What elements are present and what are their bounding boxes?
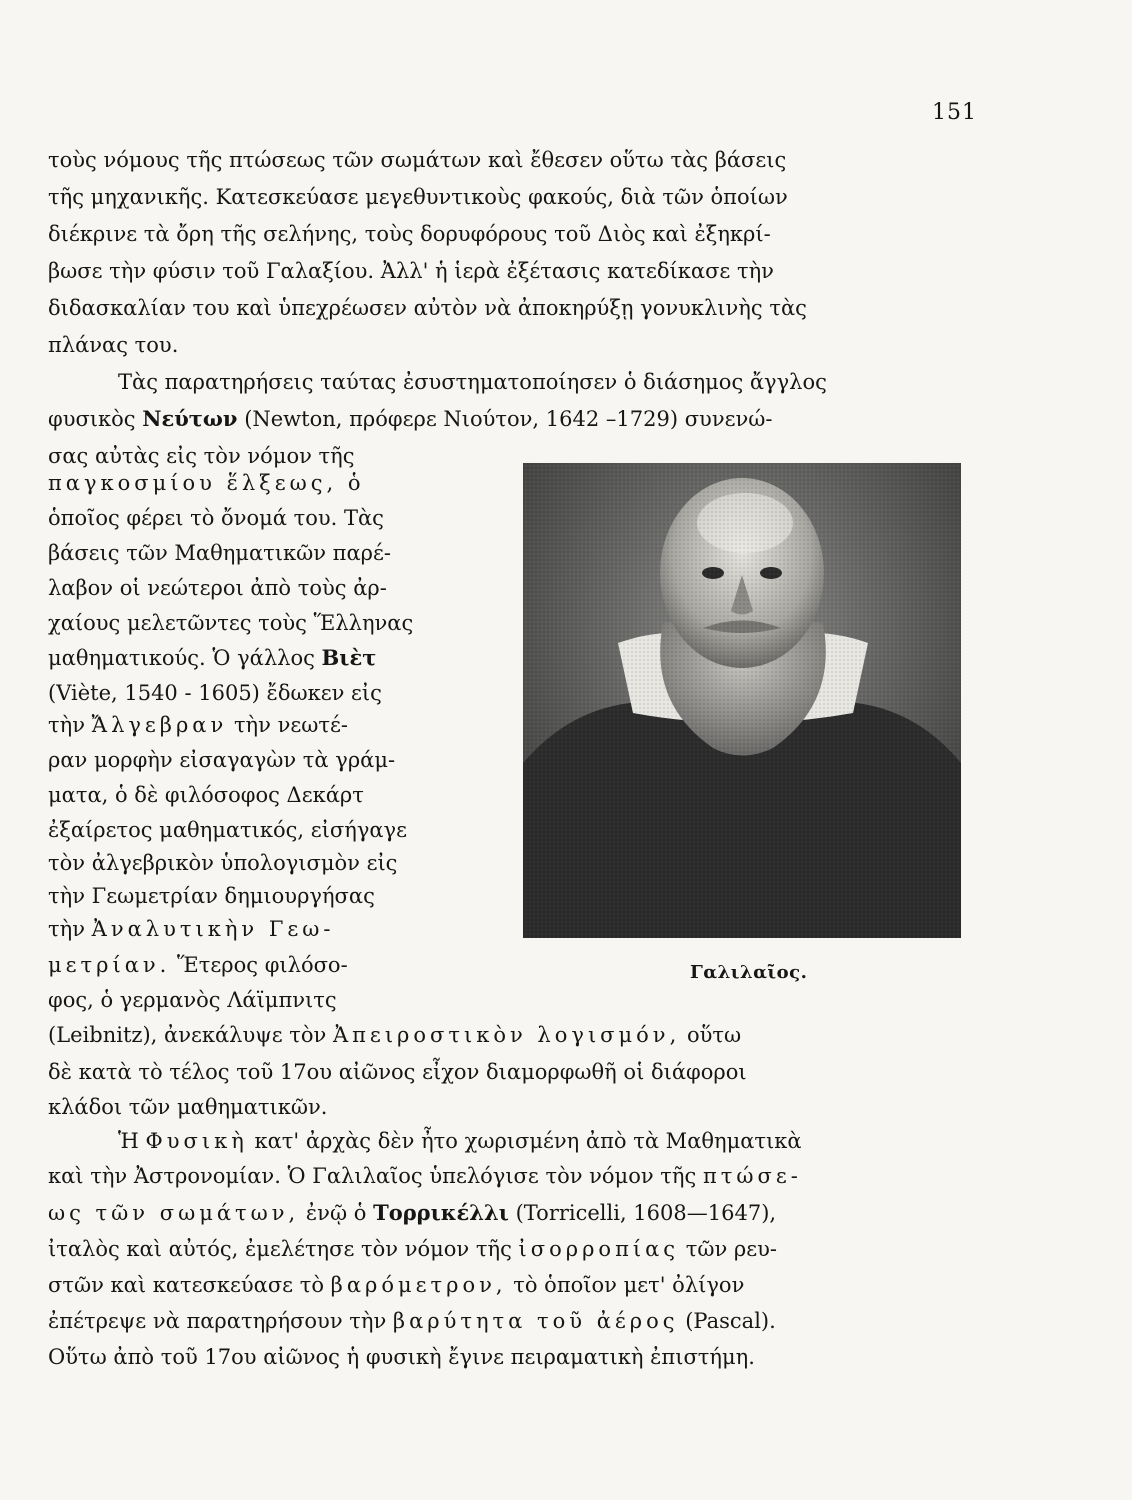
portrait-image: [523, 463, 961, 938]
text-span: (Newton, πρόφερε Νιούτον, 1642 –1729) συνενώ-: [244, 407, 773, 431]
text-line: πλάνας του.: [48, 333, 179, 357]
term-fall-cont: ως τῶν σωμάτων,: [48, 1201, 300, 1225]
text-span: (Pascal).: [685, 1309, 776, 1333]
term-analytic-geometry: Ἀναλυτικὴν Γεω-: [91, 917, 335, 941]
text-line: τοὺς νόμους τῆς πτώσεως τῶν σωμάτων καὶ ἔθεσεν οὕτω τὰς βάσεις: [48, 148, 787, 172]
text-span: τῶν ρευ-: [685, 1237, 778, 1261]
text-line: κλάδοι τῶν μαθηματικῶν.: [48, 1095, 328, 1119]
text-line: [48, 1271, 983, 1299]
text-line: [48, 711, 498, 739]
text-line: χαίους μελετῶντες τοὺς Ἕλληνας: [48, 611, 414, 635]
text-line: λαβον οἱ νεώτεροι ἀπὸ τοὺς ἀρ-: [48, 576, 387, 600]
text-span: Ἡ: [118, 1129, 139, 1153]
text-span: φυσικὸς: [48, 407, 136, 431]
text-line: Τὰς παρατηρήσεις ταύτας ἐσυστηματοποίησεν ὁ διάσημος ἄγγλος: [118, 370, 827, 394]
term-fall: πτώσε-: [702, 1164, 802, 1188]
text-line: βωσε τὴν φύσιν τοῦ Γαλαξίου. Ἀλλ' ἡ ἱερὰ ἐξέτασις κατεδίκασε τὴν: [48, 259, 774, 283]
text-span: καὶ τὴν Ἀστρονομίαν. Ὁ Γαλιλαῖος ὑπελόγισε τὸν νόμον τῆς: [48, 1164, 697, 1188]
text-line: βάσεις τῶν Μαθηματικῶν παρέ-: [48, 541, 391, 565]
text-line: σας αὐτὰς εἰς τὸν νόμον τῆς: [48, 444, 355, 468]
text-line: [48, 915, 498, 943]
text-line: [48, 1199, 983, 1227]
name-newton: Νεύτων: [142, 406, 238, 431]
text-line: τὴν Γεωμετρίαν δημιουργήσας: [48, 884, 375, 908]
figure-caption: Γαλιλαῖος.: [690, 962, 808, 983]
text-span: στῶν καὶ κατεσκεύασε τὸ: [48, 1273, 324, 1297]
name-torricelli: Τορρικέλλι: [373, 1200, 509, 1225]
text-span: ἰταλὸς καὶ αὐτός, ἐμελέτησε τὸν νόμον τῆς: [48, 1237, 512, 1261]
text-span: τὸ ὁποῖον μετ' ὀλίγον: [513, 1273, 745, 1297]
text-span: οὕτω: [686, 1023, 742, 1047]
term-calculus: Ἀπειροστικὸν λογισμόν,: [332, 1023, 681, 1047]
name-viete: Βιὲτ: [321, 645, 377, 670]
text-line: (Viète, 1540 - 1605) ἔδωκεν εἰς: [48, 681, 382, 705]
text-span: Ἕτερος φιλόσο-: [177, 953, 348, 977]
text-line: [48, 1307, 983, 1335]
term-barometer: βαρόμετρον,: [330, 1273, 507, 1297]
text-line: [48, 405, 983, 433]
text-span: τὴν: [48, 917, 85, 941]
text-line: τῆς μηχανικῆς. Κατεσκεύασε μεγεθυντικοὺς φακούς, διὰ τῶν ὁποίων: [48, 185, 788, 209]
text-span: (Leibnitz), ἀνεκάλυψε τὸν: [48, 1023, 327, 1047]
text-line: [48, 1021, 983, 1049]
text-line: δὲ κατὰ τὸ τέλος τοῦ 17ου αἰῶνος εἶχον διαμορφωθῆ οἱ διάφοροι: [48, 1060, 747, 1084]
text-line: ὁποῖος φέρει τὸ ὄνομά του. Τὰς: [48, 506, 384, 530]
text-line: [48, 1235, 983, 1263]
portrait-figure: [523, 463, 961, 938]
term-equilibrium: ἰσορροπίας: [518, 1237, 680, 1261]
text-span: κατ' ἀρχὰς δὲν ἦτο χωρισμένη ἀπὸ τὰ Μαθηματικὰ: [254, 1129, 802, 1153]
text-line: Οὕτω ἀπὸ τοῦ 17ου αἰῶνος ἡ φυσικὴ ἔγινε πειραματικὴ ἐπιστήμη.: [48, 1345, 755, 1369]
text-span: (Torricelli, 1608—1647),: [515, 1201, 777, 1225]
text-line: τὸν ἀλγεβρικὸν ὑπολογισμὸν εἰς: [48, 851, 398, 875]
text-line: παγκοσμίου ἕλξεως, ὁ: [48, 471, 365, 495]
text-span: τὴν: [48, 713, 85, 737]
text-line: διέκρινε τὰ ὄρη τῆς σελήνης, τοὺς δορυφόρους τοῦ Διὸς καὶ ἐξηκρί-: [48, 222, 771, 246]
term-analytic-geometry-cont: μετρίαν.: [48, 953, 171, 977]
text-line: ματα, ὁ δὲ φιλόσοφος Δεκάρτ: [48, 783, 364, 807]
text-span: ἐπέτρεψε νὰ παρατηρήσουν τὴν: [48, 1309, 387, 1333]
text-line: [48, 951, 498, 979]
page-number: 151: [932, 100, 977, 125]
text-line: [48, 1162, 983, 1190]
text-line: φος, ὁ γερμανὸς Λάϊμπνιτς: [48, 988, 337, 1012]
text-line: διδασκαλίαν του καὶ ὑπεχρέωσεν αὐτὸν νὰ ἀποκηρύξῃ γονυκλινὴς τὰς: [48, 296, 807, 320]
text-line: ραν μορφὴν εἰσαγαγὼν τὰ γράμ-: [48, 748, 396, 772]
text-span: μαθηματικούς. Ὁ γάλλος: [48, 646, 315, 670]
text-span: τὴν νεωτέ-: [233, 713, 348, 737]
term-physics: Φυσικὴ: [145, 1129, 248, 1153]
text-line: [48, 644, 498, 672]
term-algebra: Ἄλγεβραν: [91, 713, 228, 737]
text-span: ἐνῷ ὁ: [305, 1201, 367, 1225]
text-line: ἐξαίρετος μαθηματικός, εἰσήγαγε: [48, 818, 407, 842]
term-air-weight: βαρύτητα τοῦ ἀέρος: [392, 1309, 679, 1333]
text-line: [118, 1127, 983, 1155]
